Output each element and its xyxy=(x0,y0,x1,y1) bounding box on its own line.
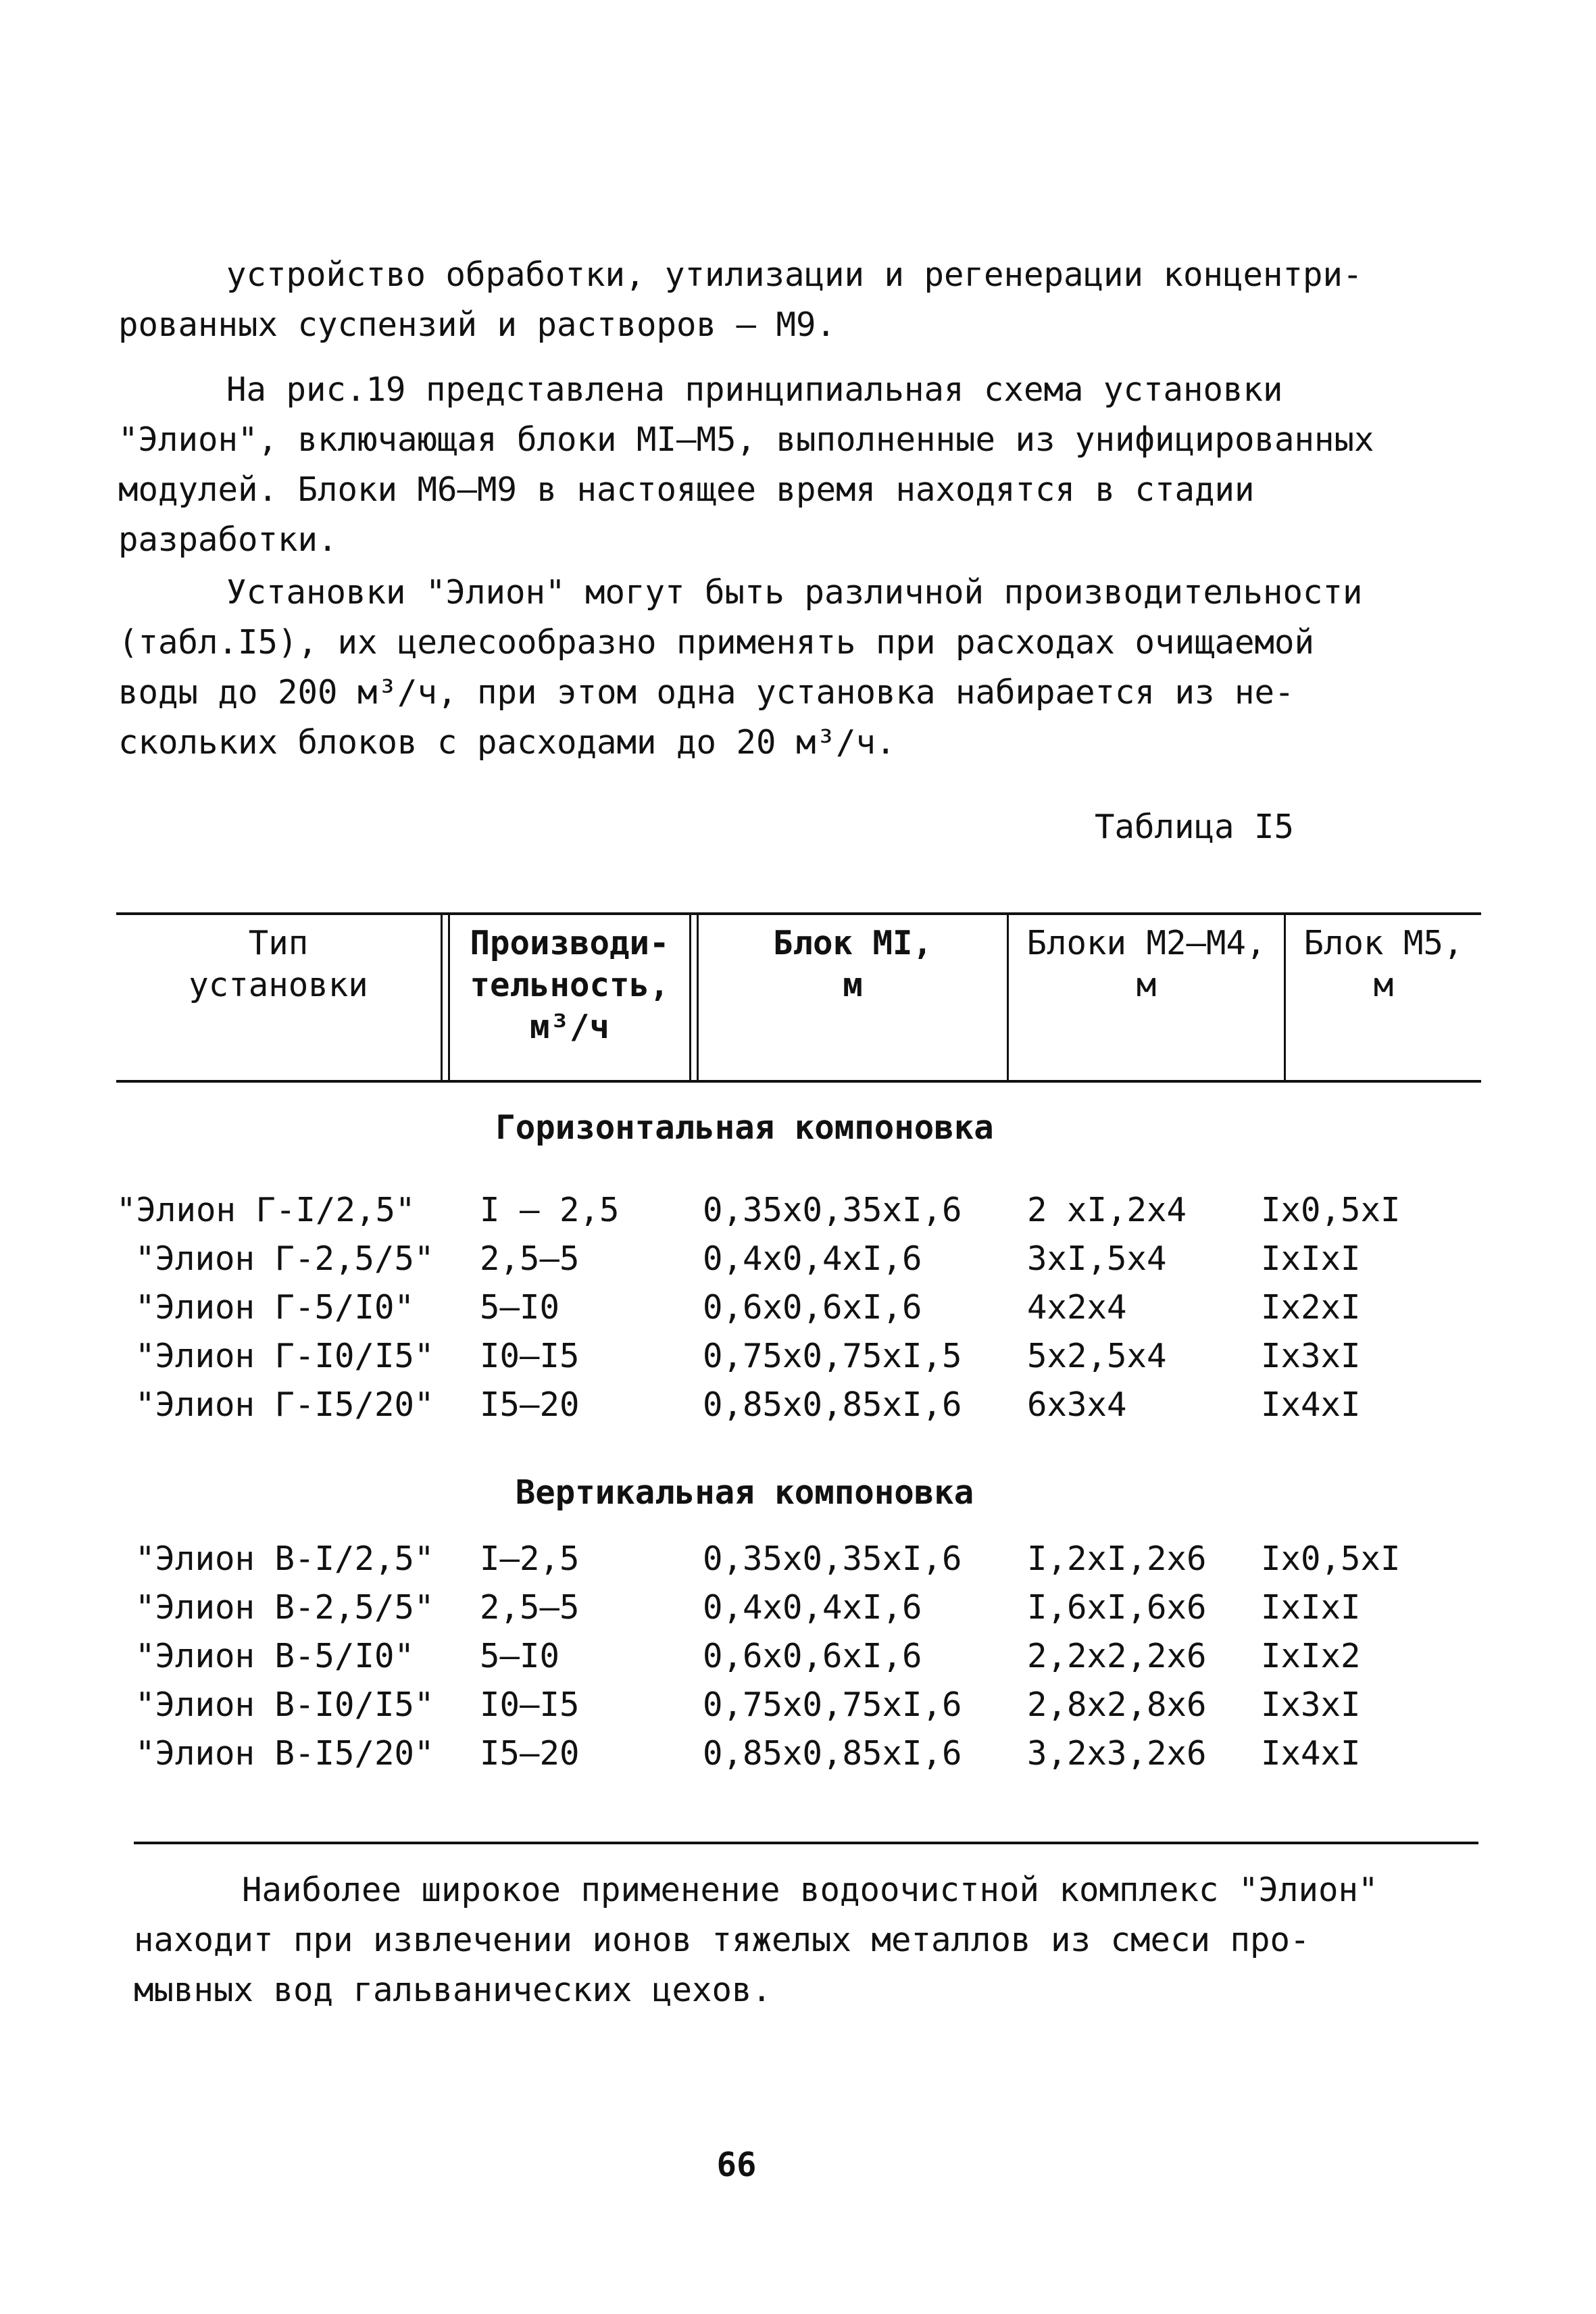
cell-capacity: I–2,5 xyxy=(480,1540,580,1578)
cell-type: "Элион В-5/I0" xyxy=(135,1637,415,1675)
cell-capacity: I0–I5 xyxy=(480,1337,580,1375)
cell-block-m1: 0,35х0,35хI,6 xyxy=(703,1191,962,1229)
cell-block-m5: Iх4хI xyxy=(1261,1734,1361,1773)
table-row xyxy=(0,1734,1596,1783)
table-caption: Таблица I5 xyxy=(1095,808,1295,846)
cell-block-m5: IхIхI xyxy=(1261,1588,1361,1627)
cell-type: "Элион В-I/2,5" xyxy=(135,1540,434,1578)
cell-type: "Элион Г-5/I0" xyxy=(135,1288,415,1327)
cell-capacity: I5–20 xyxy=(480,1734,580,1773)
table-row xyxy=(0,1191,1596,1239)
table-bottom-rule xyxy=(134,1842,1478,1844)
table-row xyxy=(0,1337,1596,1385)
cell-type: "Элион В-2,5/5" xyxy=(135,1588,434,1627)
cell-block-m1: 0,6х0,6хI,6 xyxy=(703,1637,922,1675)
table-row xyxy=(0,1588,1596,1637)
cell-block-m1: 0,85х0,85хI,6 xyxy=(703,1385,962,1424)
text-line: модулей. Блоки М6–М9 в настоящее время находятся в стадии xyxy=(118,470,1255,509)
table-row xyxy=(0,1385,1596,1434)
column-divider xyxy=(441,914,450,1080)
table-row xyxy=(0,1637,1596,1685)
cell-capacity: 2,5–5 xyxy=(480,1588,580,1627)
cell-block-m5: IхIх2 xyxy=(1261,1637,1361,1675)
cell-type: "Элион Г-2,5/5" xyxy=(135,1239,434,1278)
text-line: рованных суспензий и растворов – М9. xyxy=(118,305,837,344)
cell-block-m5: Iх0,5хI xyxy=(1261,1191,1401,1229)
section-title-horizontal: Горизонтальная компоновка xyxy=(495,1108,994,1147)
paragraph-figure-reference xyxy=(118,365,1463,565)
text-line: устройство обработки, утилизации и регенерации концентри- xyxy=(226,255,1363,294)
table-header-rule xyxy=(116,1080,1481,1083)
cell-blocks-m2-m4: 2,2х2,2х6 xyxy=(1027,1637,1207,1675)
cell-block-m1: 0,75х0,75хI,5 xyxy=(703,1337,962,1375)
page-number: 66 xyxy=(716,2146,757,2184)
cell-blocks-m2-m4: 3,2х3,2х6 xyxy=(1027,1734,1207,1773)
cell-blocks-m2-m4: 3хI,5х4 xyxy=(1027,1239,1167,1278)
header-type: Тип установки xyxy=(189,924,368,1004)
cell-blocks-m2-m4: 6х3х4 xyxy=(1027,1385,1127,1424)
text-line: воды до 200 м³/ч, при этом одна установка набирается из не- xyxy=(118,673,1295,712)
cell-block-m5: IхIхI xyxy=(1261,1239,1361,1278)
cell-capacity: I – 2,5 xyxy=(480,1191,620,1229)
cell-type: "Элион В-I0/I5" xyxy=(135,1685,434,1724)
paragraph-capacity xyxy=(118,568,1463,768)
table-row xyxy=(0,1239,1596,1288)
cell-capacity: 5–I0 xyxy=(480,1637,560,1675)
cell-blocks-m2-m4: 2 хI,2х4 xyxy=(1027,1191,1187,1229)
text-line: находит при извлечении ионов тяжелых металлов из смеси про- xyxy=(134,1921,1310,1959)
cell-block-m5: Iх3хI xyxy=(1261,1685,1361,1724)
text-line: На рис.19 представлена принципиальная схема установки xyxy=(226,370,1283,409)
cell-block-m1: 0,85х0,85хI,6 xyxy=(703,1734,962,1773)
cell-blocks-m2-m4: 4х2х4 xyxy=(1027,1288,1127,1327)
table-row xyxy=(0,1540,1596,1588)
text-line: скольких блоков с расходами до 20 м³/ч. xyxy=(118,723,896,762)
text-line: разработки. xyxy=(118,520,338,559)
cell-type: "Элион Г-I0/I5" xyxy=(135,1337,434,1375)
cell-capacity: I0–I5 xyxy=(480,1685,580,1724)
cell-type: "Элион Г-I5/20" xyxy=(135,1385,434,1424)
header-capacity: Производи- тельность, м³/ч xyxy=(470,924,670,1046)
table-row xyxy=(0,1288,1596,1337)
intro-paragraph xyxy=(118,250,1463,350)
cell-block-m5: Iх0,5хI xyxy=(1261,1540,1401,1578)
table-top-rule xyxy=(116,912,1481,915)
header-block-m1: Блок МI, м xyxy=(772,924,932,1004)
closing-paragraph xyxy=(134,1865,1478,2015)
cell-block-m1: 0,4х0,4хI,6 xyxy=(703,1588,922,1627)
cell-blocks-m2-m4: 2,8х2,8х6 xyxy=(1027,1685,1207,1724)
section-title-vertical: Вертикальная компоновка xyxy=(515,1473,974,1512)
column-divider xyxy=(689,914,699,1080)
cell-block-m1: 0,35х0,35хI,6 xyxy=(703,1540,962,1578)
cell-blocks-m2-m4: I,2хI,2х6 xyxy=(1027,1540,1207,1578)
cell-block-m5: Iх3хI xyxy=(1261,1337,1361,1375)
table-row xyxy=(0,1685,1596,1734)
cell-block-m5: Iх2хI xyxy=(1261,1288,1361,1327)
header-block-m5: Блок М5, м xyxy=(1303,924,1464,1004)
text-line: мывных вод гальванических цехов. xyxy=(134,1971,772,2009)
cell-capacity: 5–I0 xyxy=(480,1288,560,1327)
cell-capacity: 2,5–5 xyxy=(480,1239,580,1278)
header-blocks-m2-m4: Блоки М2–М4, м xyxy=(1026,924,1266,1004)
cell-type: "Элион В-I5/20" xyxy=(135,1734,434,1773)
cell-block-m1: 0,6х0,6хI,6 xyxy=(703,1288,922,1327)
cell-type: "Элион Г-I/2,5" xyxy=(116,1191,416,1229)
text-line: Наиболее широкое применение водоочистной комплекс "Элион" xyxy=(242,1871,1378,1909)
text-line: Установки "Элион" могут быть различной производительности xyxy=(226,573,1363,612)
cell-block-m5: Iх4хI xyxy=(1261,1385,1361,1424)
cell-block-m1: 0,75х0,75хI,6 xyxy=(703,1685,962,1724)
cell-block-m1: 0,4х0,4хI,6 xyxy=(703,1239,922,1278)
cell-blocks-m2-m4: I,6хI,6х6 xyxy=(1027,1588,1207,1627)
text-line: "Элион", включающая блоки МI–М5, выполненные из унифицированных xyxy=(118,420,1374,459)
cell-capacity: I5–20 xyxy=(480,1385,580,1424)
cell-blocks-m2-m4: 5х2,5х4 xyxy=(1027,1337,1167,1375)
text-line: (табл.I5), их целесообразно применять при расходах очищаемой xyxy=(118,623,1315,662)
